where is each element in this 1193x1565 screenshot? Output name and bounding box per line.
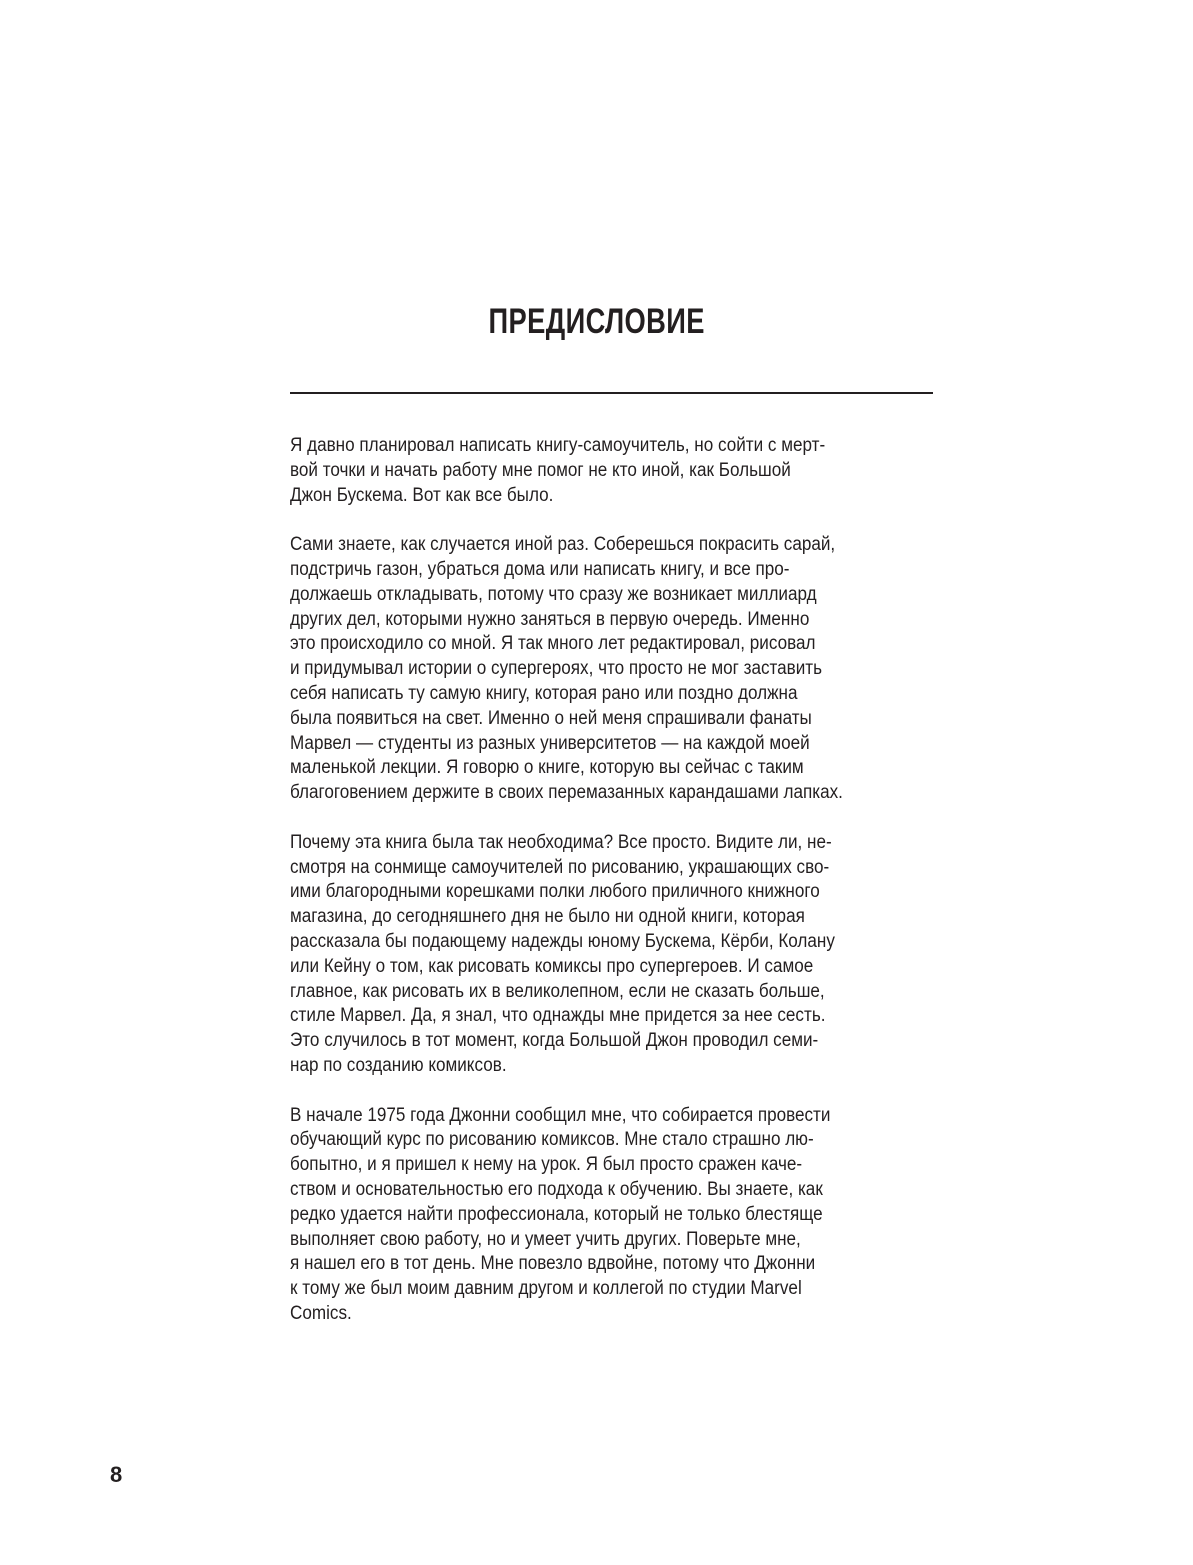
text-line: ими благородными корешками полки любого приличного книжного	[290, 881, 820, 903]
paragraph	[290, 434, 950, 508]
paragraph	[290, 533, 950, 806]
text-line: подстричь газон, убраться дома или написать книгу, и все про-	[290, 558, 790, 580]
page-number: 8	[110, 1462, 123, 1487]
text-line: это происходило со мной. Я так много лет редактировал, рисовал	[290, 633, 816, 655]
text-line: должаешь откладывать, потому что сразу же возникает миллиард	[290, 583, 817, 605]
text-line: рассказала бы подающему надежды юному Бускема, Кёрби, Колану	[290, 930, 835, 952]
text-line: Почему эта книга была так необходима? Все просто. Видите ли, не-	[290, 831, 832, 853]
text-line: редко удается найти профессионала, который не только блестяще	[290, 1203, 823, 1225]
text-line: Джон Бускема. Вот как все было.	[290, 484, 554, 506]
text-line: Я давно планировал написать книгу-самоучитель, но сойти с мерт-	[290, 435, 826, 456]
text-line: благоговением держите в своих перемазанных карандашами лапках.	[290, 782, 843, 804]
title-divider	[290, 392, 933, 394]
text-line: ством и основательностью его подхода к обучению. Вы знаете, как	[290, 1178, 823, 1200]
text-line: Comics.	[290, 1302, 352, 1324]
text-line: нар по созданию комиксов.	[290, 1054, 507, 1076]
text-line: бопытно, и я пришел к нему на урок. Я был просто сражен каче-	[290, 1154, 803, 1176]
text-line: была появиться на свет. Именно о ней меня спрашивали фанаты	[290, 707, 812, 729]
text-line: Сами знаете, как случается иной раз. Соберешься покрасить сарай,	[290, 534, 836, 556]
text-line: Марвел — студенты из разных университетов — на каждой моей	[290, 732, 810, 754]
text-line: стиле Марвел. Да, я знал, что однажды мне придется за нее сесть.	[290, 1005, 826, 1027]
body-text	[290, 434, 950, 1351]
page-title	[0, 302, 1193, 342]
text-line: вой точки и начать работу мне помог не кто иной, как Большой	[290, 459, 791, 481]
text-line: я нашел его в тот день. Мне повезло вдвойне, потому что Джонни	[290, 1253, 816, 1275]
text-line: обучающий курс по рисованию комиксов. Мне стало страшно лю-	[290, 1129, 814, 1151]
text-line: смотря на сонмище самоучителей по рисованию, украшающих сво-	[290, 856, 830, 878]
text-line: к тому же был моим давним другом и коллегой по студии Marvel	[290, 1278, 802, 1300]
text-line: себя написать ту самую книгу, которая рано или поздно должна	[290, 682, 798, 704]
text-line: и придумывал истории о супергероях, что просто не мог заставить	[290, 658, 823, 680]
text-line: главное, как рисовать их в великолепном, если не сказать больше,	[290, 980, 825, 1002]
text-line: Это случилось в тот момент, когда Большой Джон проводил семи-	[290, 1030, 819, 1052]
text-line: выполняет свою работу, но и умеет учить других. Поверьте мне,	[290, 1228, 801, 1250]
paragraph	[290, 1104, 950, 1327]
text-line: магазина, до сегодняшнего дня не было ни одной книги, которая	[290, 906, 805, 928]
text-line: или Кейну о том, как рисовать комиксы про супергероев. И самое	[290, 955, 814, 977]
page-title-text: ПРЕДИСЛОВИЕ	[488, 302, 705, 341]
text-line: маленькой лекции. Я говорю о книге, которую вы сейчас с таким	[290, 757, 804, 779]
text-line: других дел, которыми нужно заняться в первую очередь. Именно	[290, 608, 810, 630]
text-line: В начале 1975 года Джонни сообщил мне, что собирается провести	[290, 1104, 831, 1126]
paragraph	[290, 831, 950, 1079]
